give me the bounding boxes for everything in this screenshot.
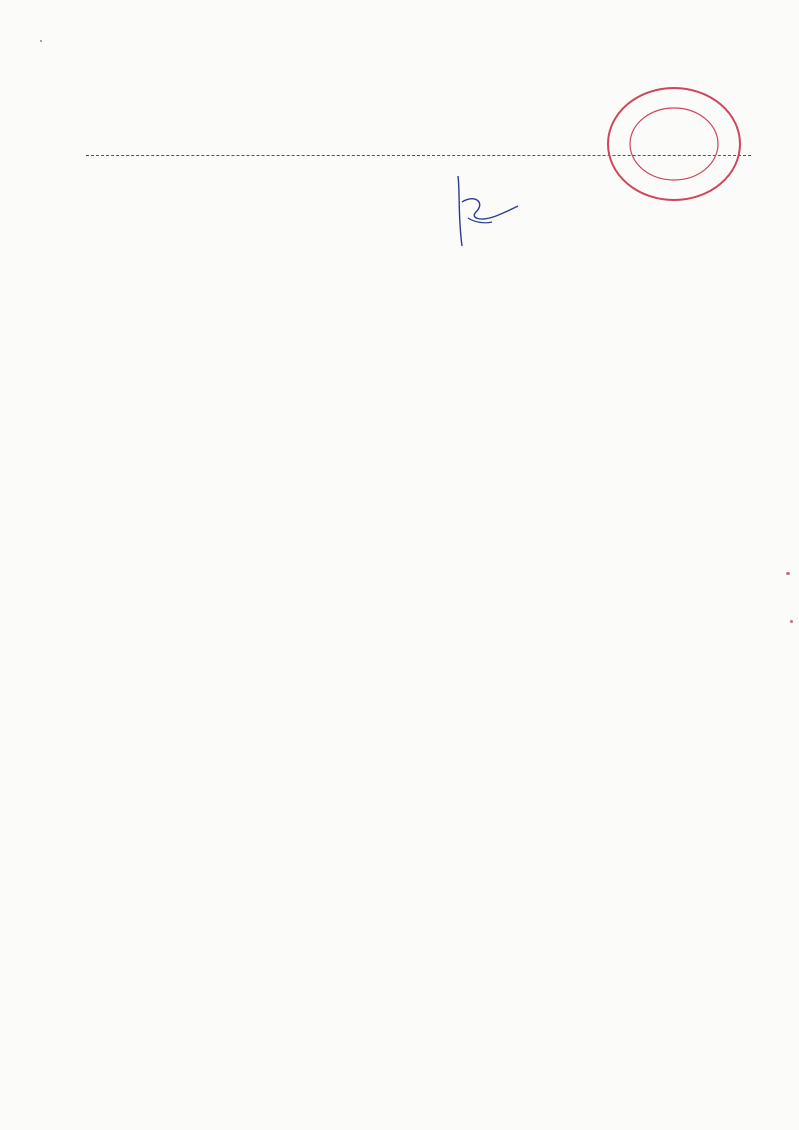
scan-speck (40, 40, 42, 42)
company-stamp (604, 84, 744, 204)
scan-speck (786, 572, 790, 575)
signature (440, 172, 530, 252)
scan-speck (790, 620, 793, 623)
